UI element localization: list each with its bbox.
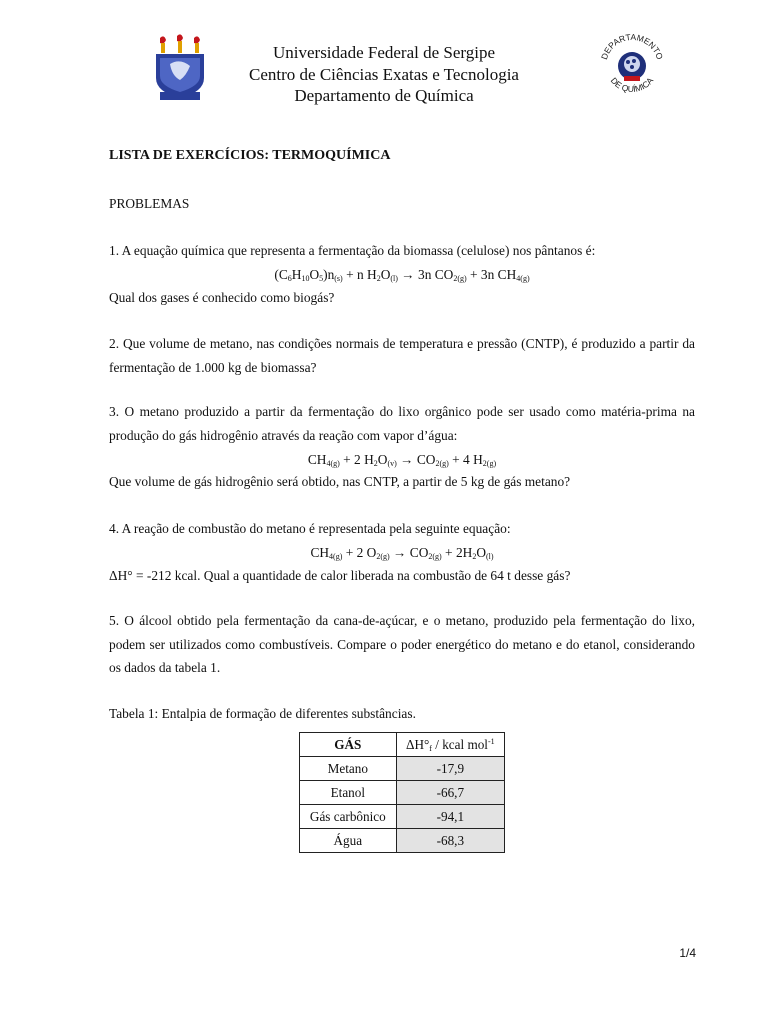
table-cell-value: -94,1 xyxy=(396,805,504,829)
table-header-enthalpy: $\Delta H^\circ_f$ / kcal mol$^{-1}$ xyxy=(396,733,504,757)
table-cell-gas: Metano xyxy=(300,757,397,781)
department-name: Departamento de Química xyxy=(294,86,474,105)
table-cell-value: -17,9 xyxy=(396,757,504,781)
question-4-text: 4. A reação de combustão do metano é representada pela seguinte equação: xyxy=(109,521,511,536)
table-cell-value: -66,7 xyxy=(396,781,504,805)
question-3-equation: $CH_{4(g)} + 2$ $H_2O_{(v)} \to CO_{2(g)} + 4$ $H_{2(g)}$ xyxy=(307,452,497,468)
table-cell-value: -68,3 xyxy=(396,829,504,853)
svg-text:DE QUÍMICA: DE QUÍMICA xyxy=(608,75,656,95)
table-row xyxy=(300,757,505,781)
table-cell-gas: Água xyxy=(300,829,397,853)
enthalpy-table xyxy=(299,732,505,853)
department-seal-logo xyxy=(596,28,668,100)
document-title: LISTA DE EXERCÍCIOS: TERMOQUÍMICA xyxy=(109,148,391,163)
page-number: 1/4 xyxy=(679,946,696,960)
question-4-equation: $CH_{4(g)} + 2$ $O_{2(g)} \to CO_{2(g)} + 2H_2O_{(l)}$ xyxy=(310,545,494,561)
question-4-question: ΔH° = -212 kcal. Qual a quantidade de calor liberada na combustão de 64 t desse gás? xyxy=(109,568,571,583)
svg-text:DEPARTAMENTO: DEPARTAMENTO xyxy=(598,31,666,61)
table-cell-gas: Gás carbônico xyxy=(300,805,397,829)
table-row xyxy=(300,829,505,853)
question-1-question: Qual dos gases é conhecido como biogás? xyxy=(109,290,335,305)
table-caption: Tabela 1: Entalpia de formação de diferentes substâncias. xyxy=(109,706,416,721)
question-2-text: 2. Que volume de metano, nas condições normais de temperatura e pressão (CNTP), é produzido a partir da fermentação de 1.000 kg de biomassa? xyxy=(109,336,695,375)
question-1-text: 1. A equação química que representa a fermentação da biomassa (celulose) nos pântanos é: xyxy=(109,243,596,258)
table-header-row xyxy=(300,733,505,757)
question-5-text: 5. O álcool obtido pela fermentação da cana-de-açúcar, e o metano, produzido pela fermentação do lixo, podem ser utilizados como combustíveis. Compare o poder energético do metano e do etanol, considerando os dados da tabela 1. xyxy=(109,613,695,675)
university-name: Universidade Federal de Sergipe xyxy=(272,43,496,62)
table-header-gas: GÁS xyxy=(300,733,397,757)
question-3-question: Que volume de gás hidrogênio será obtido, nas CNTP, a partir de 5 kg de gás metano? xyxy=(109,474,571,489)
center-name: Centro de Ciências Exatas e Tecnologia xyxy=(249,65,519,84)
section-heading: PROBLEMAS xyxy=(109,196,190,211)
question-1-equation: $(C_6H_{10}O_5)n_{(s)} + n$ $H_2O_{(l)} \to 3n$ $CO_{2(g)} + 3n$ $CH_{4(g)}$ xyxy=(274,267,530,283)
table-row xyxy=(300,781,505,805)
question-3-text: 3. O metano produzido a partir da fermentação do lixo orgânico pode ser usado como matéria-prima na produção do gás hidrogênio através da reação com vapor d’água: xyxy=(109,404,695,443)
table-row xyxy=(300,805,505,829)
table-cell-gas: Etanol xyxy=(300,781,397,805)
